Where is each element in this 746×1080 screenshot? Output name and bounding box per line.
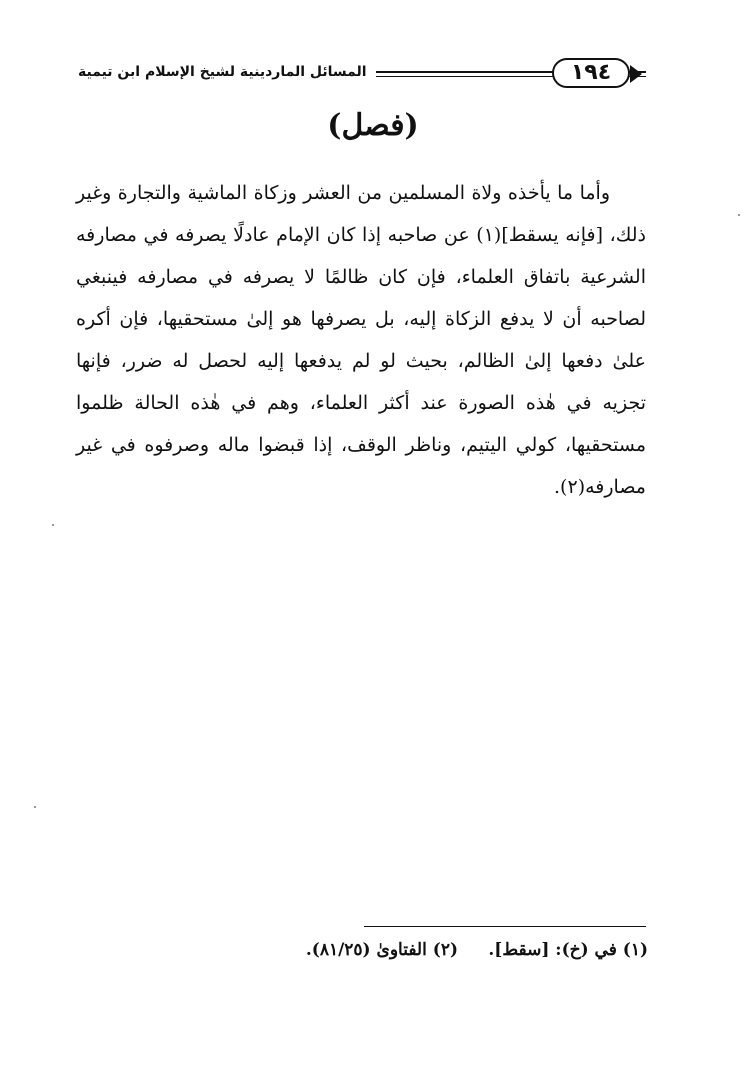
page-number: ١٩٤ bbox=[552, 58, 630, 88]
body-paragraph: وأما ما يأخذه ولاة المسلمين من العشر وزكاة الماشية والتجارة وغير ذلك، [فإنه يسقط](١) عن صاحبه إذا كان الإمام عادلًا يصرفه في مصارفه الشرعية باتفاق العلماء، فإن كان ظالمًا لا يصرفه في مصارفه فينبغي لصاحبه أن لا يدفع الزكاة إليه، بل يصرفها هو إلىٰ مستحقيها، فإن أكره علىٰ دفعها إلىٰ الظالم، بحيث لو لم يدفعها إليه لحصل له ضرر، فإنها تجزيه في هٰذه الصورة عند أكثر العلماء، وهم في هٰذه الحالة ظلموا مستحقيها، كولي اليتيم، وناظر الوقف، إذا قبضوا ماله وصرفوه في غير مصارفه(٢). bbox=[76, 182, 646, 498]
scan-speck bbox=[34, 806, 36, 808]
footnote-separator bbox=[364, 926, 646, 927]
footnote-2: (٢) الفتاوىٰ (٨١/٢٥). bbox=[305, 940, 458, 960]
body-text bbox=[76, 172, 646, 508]
page-header bbox=[78, 58, 646, 94]
scan-speck bbox=[52, 524, 54, 526]
section-title: (فصل) bbox=[327, 108, 419, 143]
running-title: المسائل الماردينية لشيخ الإسلام ابن تيمية bbox=[78, 64, 367, 80]
footnotes bbox=[160, 940, 648, 968]
footnote-1: (١) في (خ): [سقط]. bbox=[488, 940, 648, 960]
scan-speck bbox=[738, 214, 740, 216]
